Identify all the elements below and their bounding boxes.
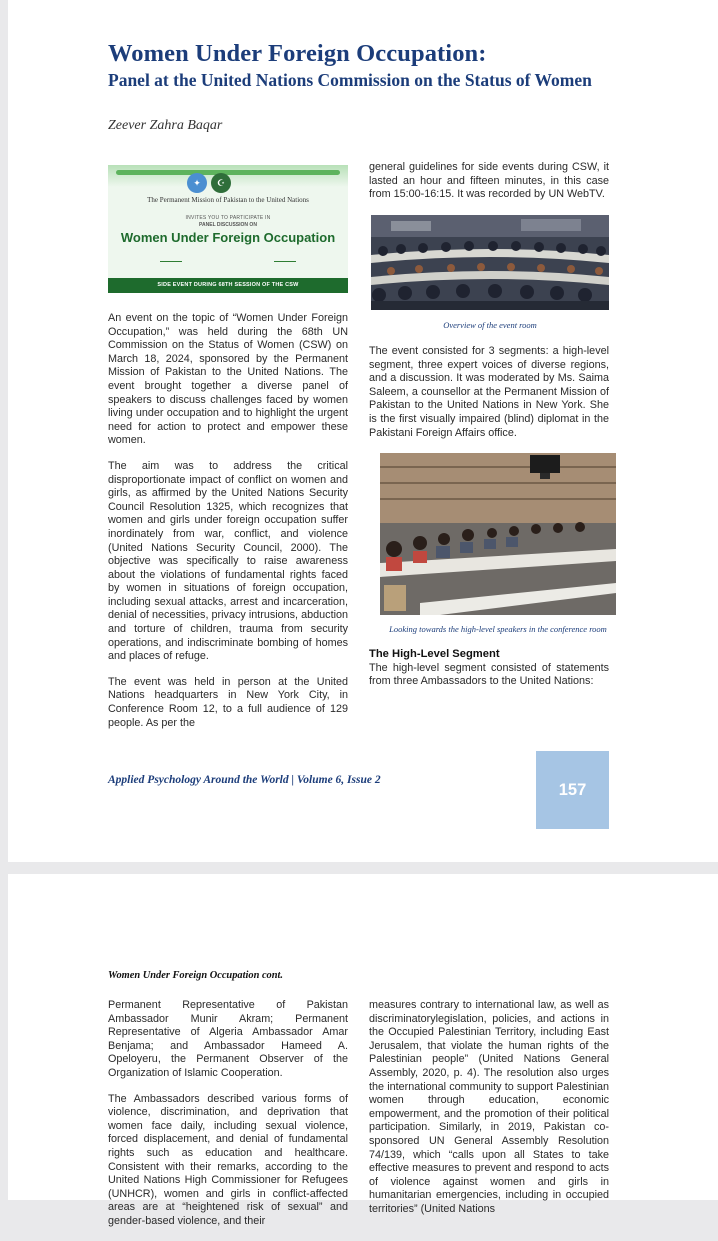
un-emblem-icon: ✦ bbox=[187, 173, 207, 193]
conference-room-photo bbox=[380, 453, 616, 615]
paragraph: Permanent Representative of Pakistan Ambassador Munir Akram; Permanent Representative of Algeria Ambassador Amar Benjama; and Ambassador Hameed A. Opeloyeru, the Permanent Observer of the Organization of Islamic Cooperation. bbox=[108, 999, 348, 1079]
flyer-divider-right bbox=[274, 261, 296, 262]
paragraph: general guidelines for side events during CSW, it lasted an hour and fifteen minutes, in this case from 15:00-16:15. It was recorded by UN WebTV. bbox=[369, 161, 609, 201]
section-heading: The High-Level Segment bbox=[369, 648, 500, 660]
author-name: Zeever Zahra Baqar bbox=[108, 118, 223, 133]
paragraph: The high-level segment consisted of statements from three Ambassadors to the United Nations: bbox=[369, 661, 609, 688]
flyer-invite: INVITES YOU TO PARTICIPATE IN bbox=[185, 215, 271, 221]
photo-caption: Overview of the event room bbox=[443, 320, 537, 330]
flyer-mission: The Permanent Mission of Pakistan to the United Nations bbox=[147, 196, 309, 204]
flyer-top-bar bbox=[116, 170, 340, 175]
left-column bbox=[108, 999, 348, 1241]
paragraph: The aim was to address the critical disproportionate impact of conflict on women and girls, as affirmed by the United Nations Security Council Resolution 1325, which recognizes that women and girls under foreign occupation suffer inordinately from war, conflict, and violence (United Nations Security Council, 2000). The objective was specifically to raise awareness about the violations of fundamental rights faced by women in situations of foreign occupation, including sexual attacks, arrest and incarceration, denial of necessities, privacy intrusions, abduction and torture of children, trauma from security operations, and indiscriminate bombing of homes and places of refuge. bbox=[108, 459, 348, 663]
paragraph: The Ambassadors described various forms of violence, discrimination, and deprivation that women face daily, including sexual violence, forced displacement, and denial of fundamental rights such as education and healthcare. Consistent with their remarks, according to the United Nations High Commissioner for Refugees (UNHCR), women and girls in conflict-affected areas are at “heightened risk of sexual” and gender-based violence, and their bbox=[108, 1092, 348, 1227]
event-room-photo bbox=[371, 215, 609, 310]
flyer-headline: Women Under Foreign Occupation bbox=[120, 230, 336, 245]
paragraph: The event consisted for 3 segments: a high-level segment, three expert voices of diverse regions, and a discussion. It was moderated by Ms. Saima Saleem, a counsellor at the Permanent Mission of Pakistan to the United Nations in New York. She is the first visually impaired (blind) diplomat in the Pakistani Foreign Affairs office. bbox=[369, 345, 609, 439]
right-column-bottom bbox=[369, 648, 609, 701]
right-column-mid bbox=[369, 345, 609, 452]
journal-footer: Applied Psychology Around the World | Volume 6, Issue 2 bbox=[108, 774, 381, 786]
paragraph: The event was held in person at the United Nations headquarters in New York City, in Conference Room 12, to a full audience of 129 people. As per the bbox=[108, 675, 348, 729]
flyer-footer: SIDE EVENT DURING 68TH SESSION OF THE CSW bbox=[108, 278, 348, 293]
left-column bbox=[108, 312, 348, 742]
paragraph: An event on the topic of “Women Under Foreign Occupation,” was held during the 68th UN Commission on the Status of Women (CSW) on March 18, 2024, sponsored by the Permanent Mission of Pakistan to the United Nations. The event brought together a diverse panel of speakers to discuss challenges faced by women living under occupation and to highlight the urgent need for action to protect and empower these women. bbox=[108, 312, 348, 447]
flyer-panel: PANEL DISCUSSION ON bbox=[199, 222, 257, 228]
flyer-divider-left bbox=[160, 261, 182, 262]
page-number: 157 bbox=[536, 751, 609, 829]
photo-caption: Looking towards the high-level speakers in the conference room bbox=[389, 624, 607, 634]
continuation-title: Women Under Foreign Occupation cont. bbox=[108, 970, 284, 981]
event-room-photo-image bbox=[371, 215, 609, 310]
article-title: Women Under Foreign Occupation: bbox=[108, 40, 487, 67]
conference-room-photo-image bbox=[380, 453, 616, 615]
paragraph: measures contrary to international law, as well as discriminatorylegislation, policies, and actions in the Occupied Palestinian Territory, including East Jerusalem, that violate the human rights of the Palestinian people” (United Nations General Assembly, 2020, p. 4). The resolution also urges the international community to support Palestinian women through education, economic empowerment, and the promotion of their political participation. Similarly, in 2019, Pakistan co-sponsored UN General Assembly Resolution 74/139, which “calls upon all States to take effective measures to prevent and respond to acts of violence against women and girls in humanitarian emergencies, including in occupied territories” (United Nations bbox=[369, 999, 609, 1215]
page-157 bbox=[8, 0, 718, 862]
event-invitation-flyer bbox=[108, 165, 348, 293]
article-subtitle: Panel at the United Nations Commission on the Status of Women bbox=[108, 70, 592, 90]
pakistan-emblem-icon: ☪ bbox=[211, 173, 231, 193]
right-column-top bbox=[369, 161, 609, 214]
page-158 bbox=[8, 874, 718, 1227]
right-column bbox=[369, 999, 609, 1229]
